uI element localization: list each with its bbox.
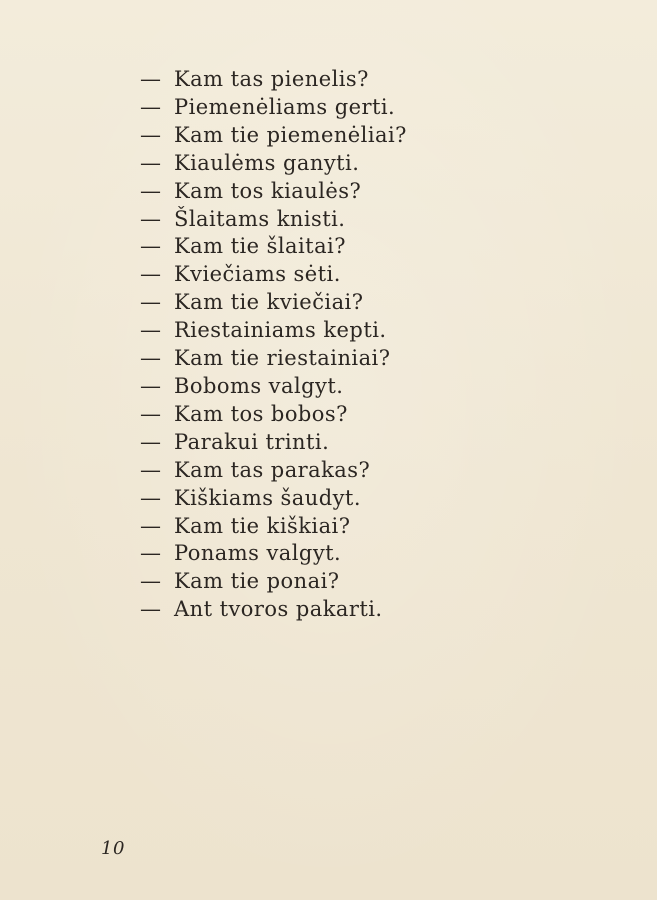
dialogue-dash: —: [140, 597, 162, 622]
poem-line-text: Kam tie kiškiai?: [174, 513, 351, 538]
dialogue-dash: —: [140, 206, 162, 231]
poem-line: [140, 206, 407, 234]
dialogue-dash: —: [140, 290, 162, 315]
poem-line: [140, 317, 407, 345]
poem-line: [140, 94, 407, 122]
poem-line-text: Ant tvoros pakarti.: [174, 597, 383, 622]
poem-line-text: Kam tos bobos?: [174, 401, 348, 426]
dialogue-dash: —: [140, 429, 162, 454]
poem-line-text: Piemenėliams gerti.: [174, 94, 396, 119]
dialogue-dash: —: [140, 234, 162, 259]
poem-line-text: Kam tas pienelis?: [174, 67, 369, 91]
poem-line: [140, 485, 407, 513]
dialogue-dash: —: [140, 94, 162, 119]
poem-line-text: Kviečiams sėti.: [174, 262, 341, 287]
poem-line: [140, 568, 407, 596]
dialogue-dash: —: [140, 373, 162, 398]
dialogue-dash: —: [140, 569, 162, 594]
poem-line-text: Ponams valgyt.: [174, 541, 342, 566]
poem-line: [140, 540, 407, 568]
poem-line: [140, 233, 407, 261]
poem-line-text: Kiaulėms ganyti.: [174, 150, 360, 175]
dialogue-dash: —: [140, 457, 162, 482]
poem-line: [140, 513, 407, 541]
poem-line: [140, 150, 407, 178]
poem-line: [140, 289, 407, 317]
poem: [140, 66, 407, 624]
poem-line: [140, 261, 407, 289]
dialogue-dash: —: [140, 401, 162, 426]
dialogue-dash: —: [140, 178, 162, 203]
dialogue-dash: —: [140, 150, 162, 175]
poem-line-text: Kam tie kviečiai?: [174, 290, 364, 315]
poem-line: [140, 457, 407, 485]
poem-line-text: Kam tie šlaitai?: [174, 234, 346, 259]
poem-line: [140, 429, 407, 457]
poem-line: [140, 373, 407, 401]
poem-line-text: Kam tas parakas?: [174, 457, 371, 482]
poem-line: [140, 122, 407, 150]
dialogue-dash: —: [140, 122, 162, 147]
poem-line: [140, 178, 407, 206]
poem-line-text: Šlaitams knisti.: [174, 206, 346, 231]
dialogue-dash: —: [140, 346, 162, 371]
poem-line: [140, 345, 407, 373]
poem-line-text: Boboms valgyt.: [174, 373, 344, 398]
poem-line-text: Kam tie piemenėliai?: [174, 122, 407, 147]
poem-line-text: Kiškiams šaudyt.: [174, 485, 361, 510]
dialogue-dash: —: [140, 67, 162, 91]
poem-line-text: Kam tos kiaulės?: [174, 178, 362, 203]
poem-line-text: Kam tie riestainiai?: [174, 346, 391, 371]
dialogue-dash: —: [140, 541, 162, 566]
poem-line-text: Riestainiams kepti.: [174, 318, 387, 343]
poem-line-text: Kam tie ponai?: [174, 569, 340, 594]
poem-line: [140, 66, 407, 94]
poem-line-text: Parakui trinti.: [174, 429, 330, 454]
dialogue-dash: —: [140, 318, 162, 343]
dialogue-dash: —: [140, 485, 162, 510]
dialogue-dash: —: [140, 513, 162, 538]
page-number: 10: [101, 838, 125, 859]
poem-line: [140, 401, 407, 429]
poem-line: [140, 596, 407, 624]
dialogue-dash: —: [140, 262, 162, 287]
